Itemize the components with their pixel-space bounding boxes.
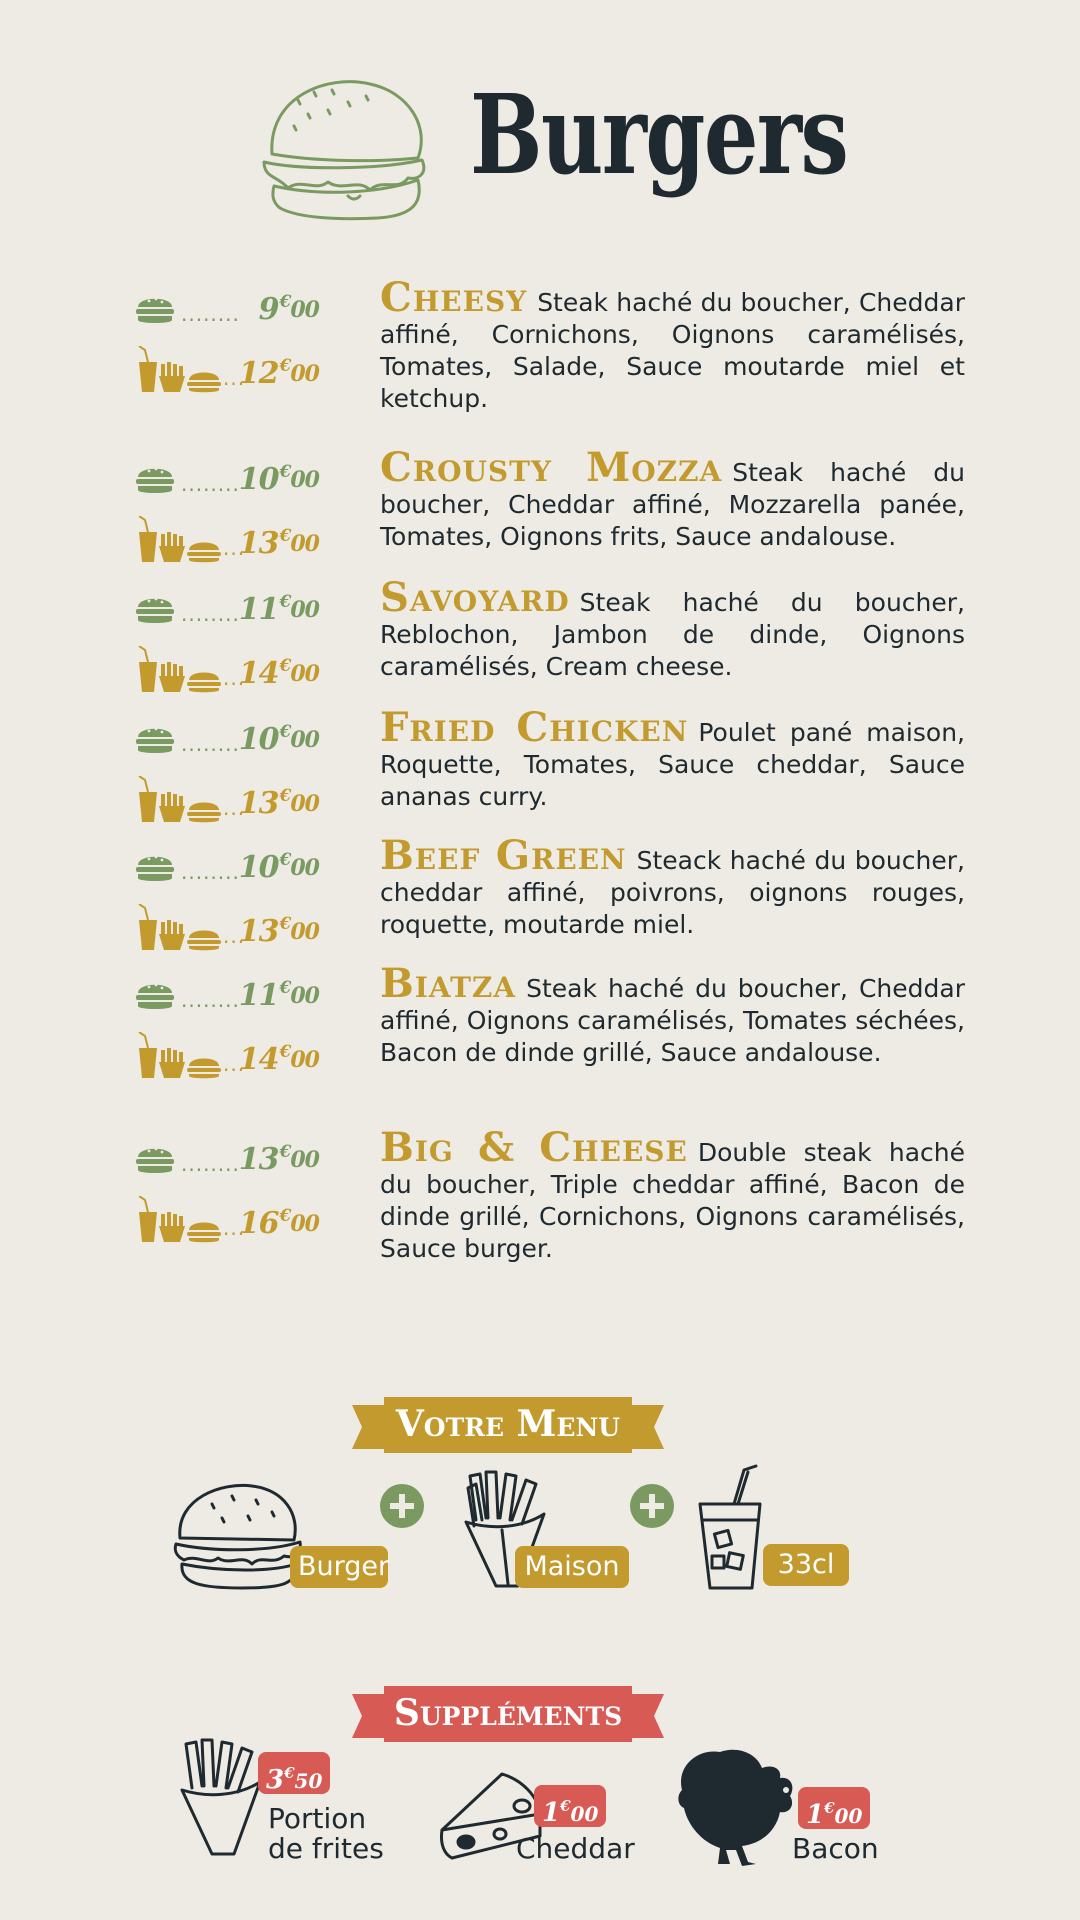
burger-icon	[135, 850, 175, 884]
price-cents: 00	[570, 1802, 599, 1826]
price-cents: 00	[290, 1147, 319, 1173]
price-euros: 10	[238, 462, 279, 497]
burger-icon	[135, 292, 175, 326]
price-euros: 1	[806, 1800, 825, 1830]
burger-icon	[135, 978, 175, 1012]
item-name: Fried Chicken	[380, 704, 689, 751]
item-ingredients: Steack haché du boucher, cheddar affiné, poivrons, oignons rouges, roquette, moutarde miel.	[380, 846, 965, 939]
currency-symbol: €	[279, 786, 291, 806]
currency-symbol: €	[279, 914, 291, 934]
price-euros: 13	[238, 1142, 279, 1177]
price-euros: 3	[266, 1765, 285, 1795]
item-ingredients: Poulet pané maison, Roquette, Tomates, Sauce cheddar, Sauce ananas curry.	[380, 718, 965, 811]
currency-symbol: €	[279, 656, 291, 676]
price-cents: 00	[290, 983, 319, 1009]
price-cents: 00	[290, 791, 319, 817]
menu-banner	[352, 1397, 664, 1453]
price-row-single	[135, 850, 325, 890]
currency-symbol: €	[284, 1764, 295, 1782]
price-menu	[239, 1206, 319, 1241]
price-euros: 14	[238, 1042, 279, 1077]
price-row-menu	[135, 646, 325, 696]
price-block	[135, 712, 325, 840]
leader-dots: ........	[181, 860, 240, 884]
burger-tag: Burger	[290, 1546, 388, 1588]
currency-symbol: €	[279, 978, 291, 998]
leader-dots: ...	[223, 1216, 246, 1240]
currency-symbol: €	[560, 1797, 571, 1815]
price-euros: 10	[238, 850, 279, 885]
fries-icon	[178, 1738, 264, 1858]
supplements-banner	[352, 1686, 664, 1742]
price-menu	[239, 656, 319, 691]
price-block	[135, 582, 325, 710]
item-name: Beef Green	[380, 832, 627, 879]
plus-icon	[630, 1484, 674, 1528]
menu-combo-icon	[135, 1032, 221, 1082]
price-row-single	[135, 1142, 325, 1182]
currency-symbol: €	[279, 1142, 291, 1162]
bacon-supplement-price	[798, 1787, 870, 1829]
item-description	[380, 444, 966, 553]
fries-supplement-label	[268, 1804, 384, 1864]
price-cents: 00	[290, 1211, 319, 1237]
price-euros: 13	[238, 786, 279, 821]
price-menu	[239, 356, 319, 391]
item-name: Crousty Mozza	[380, 444, 723, 491]
item-name: Savoyard	[380, 574, 570, 621]
burger-icon	[135, 592, 175, 626]
item-name: Biatza	[380, 960, 517, 1007]
price-menu	[239, 786, 319, 821]
price-euros: 14	[238, 656, 279, 691]
leader-dots: ........	[181, 602, 240, 626]
menu-combo-icon	[135, 346, 221, 396]
price-row-menu	[135, 776, 325, 826]
price-single	[239, 462, 319, 497]
menu-banner-title: Votre Menu	[384, 1397, 632, 1453]
ribbon-tail-left-icon	[352, 1405, 384, 1449]
item-ingredients: Steak haché du boucher, Cheddar affiné, Mozzarella panée, Tomates, Oignons frits, Sauce andalouse.	[380, 458, 966, 551]
price-euros: 9	[258, 292, 279, 327]
turkey-icon	[676, 1746, 802, 1868]
burger-icon	[135, 722, 175, 756]
price-single	[239, 978, 319, 1013]
fries-tag: Maison	[515, 1546, 629, 1588]
item-ingredients: Steak haché du boucher, Cheddar affiné, Oignons caramélisés, Tomates séchées, Bacon de dinde grillé, Sauce andalouse.	[380, 974, 965, 1067]
price-euros: 11	[238, 978, 279, 1013]
burger-outline-icon	[258, 66, 434, 226]
plus-icon	[380, 1484, 424, 1528]
price-cents: 00	[290, 597, 319, 623]
price-row-menu	[135, 1032, 325, 1082]
menu-combo-icon	[135, 646, 221, 696]
item-description	[380, 274, 965, 415]
leader-dots: ...	[223, 366, 246, 390]
currency-symbol: €	[279, 462, 291, 482]
price-euros: 12	[238, 356, 279, 391]
burger-icon	[135, 1142, 175, 1176]
currency-symbol: €	[824, 1799, 835, 1817]
item-name: Cheesy	[380, 274, 528, 321]
item-name: Big & Cheese	[380, 1124, 688, 1171]
price-cents: 00	[834, 1804, 863, 1828]
price-cents: 50	[294, 1769, 323, 1793]
price-euros: 13	[238, 914, 279, 949]
leader-dots: ...	[223, 924, 246, 948]
price-euros: 16	[238, 1206, 279, 1241]
bacon-supplement-label: Bacon	[792, 1832, 879, 1865]
price-single	[239, 722, 319, 757]
price-block	[135, 968, 325, 1096]
item-description	[380, 960, 965, 1069]
ribbon-tail-left-icon	[352, 1694, 384, 1738]
price-euros: 1	[542, 1798, 561, 1828]
price-row-single	[135, 462, 325, 502]
item-ingredients: Steak haché du boucher, Cheddar affiné, Cornichons, Oignons caramélisés, Tomates, Salade, Sauce moutarde miel et ketchup.	[380, 288, 965, 413]
price-cents: 00	[290, 467, 319, 493]
leader-dots: ...	[223, 666, 246, 690]
label-line: de frites	[268, 1832, 384, 1865]
page-title: Burgers	[470, 70, 848, 199]
price-row-menu	[135, 346, 325, 396]
price-menu	[239, 914, 319, 949]
leader-dots: ........	[181, 988, 240, 1012]
price-block	[135, 840, 325, 968]
item-description	[380, 832, 965, 941]
price-block	[135, 1132, 325, 1260]
price-row-menu	[135, 904, 325, 954]
price-single	[239, 592, 319, 627]
price-cents: 00	[290, 727, 319, 753]
ribbon-tail-right-icon	[632, 1405, 664, 1449]
leader-dots: ........	[181, 302, 240, 326]
cheddar-supplement-price	[534, 1785, 606, 1827]
price-single	[239, 1142, 319, 1177]
currency-symbol: €	[279, 356, 291, 376]
menu-combo-icon	[135, 904, 221, 954]
drink-icon	[694, 1464, 774, 1592]
price-euros: 13	[238, 526, 279, 561]
item-ingredients: Steak haché du boucher, Reblochon, Jambon de dinde, Oignons caramélisés, Cream cheese.	[380, 588, 965, 681]
price-row-single	[135, 978, 325, 1018]
currency-symbol: €	[279, 292, 291, 312]
price-cents: 00	[290, 1047, 319, 1073]
price-cents: 00	[290, 855, 319, 881]
price-euros: 10	[238, 722, 279, 757]
price-cents: 00	[290, 531, 319, 557]
price-row-menu	[135, 516, 325, 566]
leader-dots: ........	[181, 472, 240, 496]
price-row-single	[135, 722, 325, 762]
item-description	[380, 704, 965, 813]
cheddar-supplement-label: Cheddar	[516, 1832, 635, 1865]
label-line: Portion	[268, 1802, 367, 1835]
price-row-single	[135, 592, 325, 632]
price-cents: 00	[290, 919, 319, 945]
price-single	[259, 292, 319, 327]
price-row-single	[135, 292, 325, 332]
price-menu	[239, 1042, 319, 1077]
menu-combo-icon	[135, 516, 221, 566]
price-row-menu	[135, 1196, 325, 1246]
leader-dots: ........	[181, 732, 240, 756]
leader-dots: ........	[181, 1152, 240, 1176]
item-description	[380, 574, 965, 683]
menu-combo-icon	[135, 776, 221, 826]
currency-symbol: €	[279, 526, 291, 546]
ribbon-tail-right-icon	[632, 1694, 664, 1738]
leader-dots: ...	[223, 536, 246, 560]
burger-icon	[135, 462, 175, 496]
burger-icon	[172, 1480, 304, 1592]
menu-combo-icon	[135, 1196, 221, 1246]
price-cents: 00	[290, 297, 319, 323]
price-euros: 11	[238, 592, 279, 627]
leader-dots: ...	[223, 796, 246, 820]
price-cents: 00	[290, 661, 319, 687]
currency-symbol: €	[279, 722, 291, 742]
drink-tag: 33cl	[763, 1544, 849, 1586]
currency-symbol: €	[279, 1206, 291, 1226]
leader-dots: ...	[223, 1052, 246, 1076]
item-description	[380, 1124, 965, 1265]
currency-symbol: €	[279, 592, 291, 612]
currency-symbol: €	[279, 850, 291, 870]
currency-symbol: €	[279, 1042, 291, 1062]
item-ingredients: Double steak haché du boucher, Triple cheddar affiné, Bacon de dinde grillé, Cornichons, Oignons caramélisés, Sauce burger.	[380, 1138, 965, 1263]
price-block	[135, 282, 325, 410]
supplements-banner-title: Suppléments	[384, 1686, 632, 1742]
price-single	[239, 850, 319, 885]
fries-supplement-price	[258, 1752, 330, 1794]
price-cents: 00	[290, 361, 319, 387]
price-menu	[239, 526, 319, 561]
price-block	[135, 452, 325, 580]
